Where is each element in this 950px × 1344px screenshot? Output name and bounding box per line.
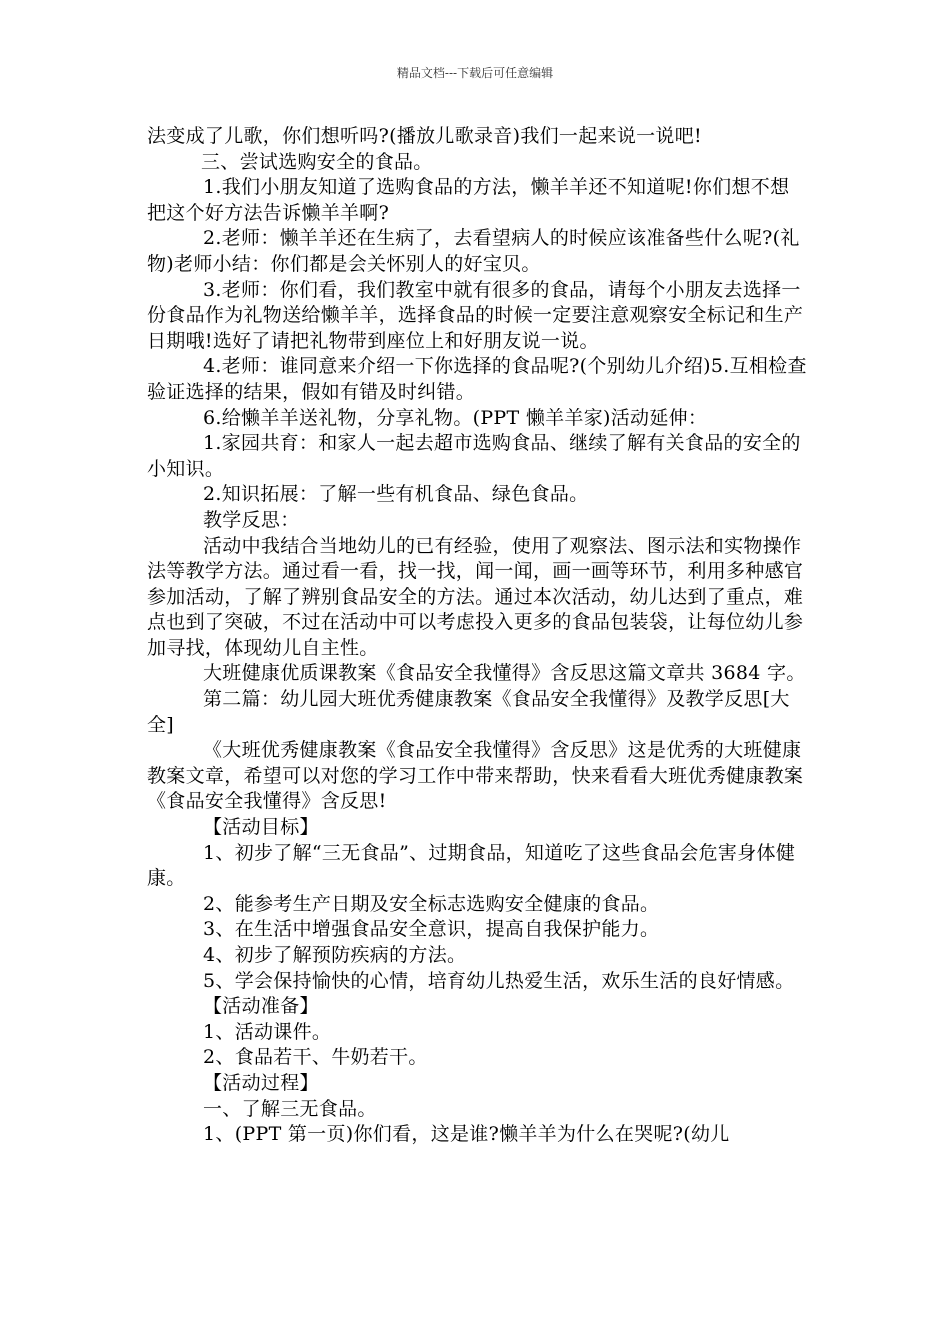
paragraph: 3.老师：你们看，我们教室中就有很多的食品，请每个小朋友去选择一份食品作为礼物送给懒羊羊，选择食品的时候一定要注意观察安全标记和生产日期哦!选好了请把礼物带到座位上和好朋友说一说。 [147,278,804,352]
list-item: 2、能参考生产日期及安全标志选购安全健康的食品。 [203,892,660,915]
page-header: 精品文档---下载后可任意编辑 [396,66,554,80]
list-item: 1、活动课件。 [203,1020,332,1043]
list-item: 1、(PPT 第一页)你们看，这是谁?懒羊羊为什么在哭呢?(幼儿 [203,1123,730,1146]
section-heading: 三、尝试选购安全的食品。 [201,150,433,173]
paragraph: 2.知识拓展：了解一些有机食品、绿色食品。 [203,483,589,506]
paragraph: 大班健康优质课教案《食品安全我懂得》含反思这篇文章共 3684 字。 [203,662,806,685]
list-item: 5、学会保持愉快的心情，培育幼儿热爱生活，欢乐生活的良好情感。 [203,969,795,992]
list-item: 1、初步了解“三无食品”、过期食品，知道吃了这些食品会危害身体健康。 [147,841,796,890]
section-heading: 【活动目标】 [203,816,319,839]
document-body [147,124,807,1148]
paragraph: 6.给懒羊羊送礼物，分享礼物。(PPT 懒羊羊家)活动延伸： [203,406,708,429]
paragraph: 4.老师：谁同意来介绍一下你选择的食品呢?(个别幼儿介绍)5.互相检查验证选择的结果，假如有错及时纠错。 [147,355,807,403]
section-heading: 第二篇：幼儿园大班优秀健康教案《食品安全我懂得》及教学反思[大全] [147,688,790,736]
paragraph: 2.老师：懒羊羊还在生病了，去看望病人的时候应该准备些什么呢?(礼物)老师小结：你们都是会关怀别人的好宝贝。 [147,227,800,275]
section-heading: 教学反思： [203,508,300,531]
list-item: 一、了解三无食品。 [203,1097,377,1120]
paragraph: 活动中我结合当地幼儿的已有经验，使用了观察法、图示法和实物操作法等教学方法。通过看一看，找一找，闻一闻，画一画等环节，利用多种感官参加活动，了解了辨别食品安全的方法。通过本次活动，幼儿达到了重点，难点也到了突破，不过在活动中可以考虑投入更多的食品包装袋，让每位幼儿参加寻找，体现幼儿自主性。 [147,534,804,659]
paragraph: 《大班优秀健康教案《食品安全我懂得》含反思》这是优秀的大班健康教案文章，希望可以对您的学习工作中带来帮助，快来看看大班优秀健康教案《食品安全我懂得》含反思! [147,739,804,813]
paragraph: 1.我们小朋友知道了选购食品的方法，懒羊羊还不知道呢!你们想不想把这个好方法告诉懒羊羊啊? [147,176,790,224]
list-item: 3、在生活中增强食品安全意识，提高自我保护能力。 [203,918,660,941]
section-heading: 【活动过程】 [203,1071,319,1094]
list-item: 4、初步了解预防疾病的方法。 [203,944,467,966]
list-item: 2、食品若干、牛奶若干。 [203,1046,428,1069]
paragraph: 1.家园共育：和家人一起去超市选购食品、继续了解有关食品的安全的小知识。 [147,432,801,480]
paragraph: 法变成了儿歌，你们想听吗?(播放儿歌录音)我们一起来说一说吧! [147,125,702,147]
section-heading: 【活动准备】 [203,995,319,1018]
